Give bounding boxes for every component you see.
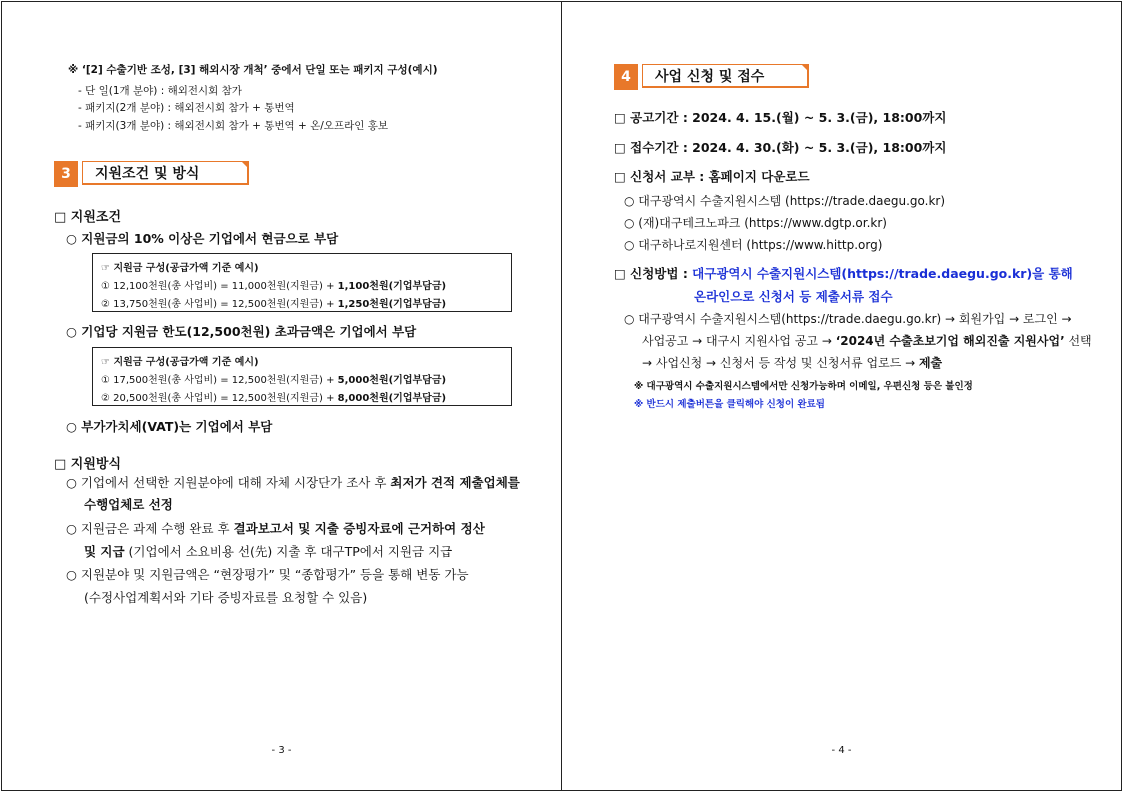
receipt-period: □ 접수기간 : 2024. 4. 30.(화) ~ 5. 3.(금), 18:00까지 [614, 140, 947, 155]
condition-item: ○ 지원금의 10% 이상은 기업에서 현금으로 부담 [66, 231, 339, 246]
method-item-cont: 수행업체로 선정 [84, 497, 173, 512]
box-line: ① 17,500천원(총 사업비) = 12,500천원(지원금) + 5,000천원(기업부담금) [101, 375, 447, 386]
method-item: ○ 지원금은 과제 수행 완료 후 결과보고서 및 지출 증빙자료에 근거하여 정산 [66, 521, 485, 536]
support-method-title: □ 지원방식 [54, 457, 122, 472]
method-item-cont: 및 지급 (기업에서 소요비용 선(先) 지출 후 대구TP에서 지원금 지급 [84, 544, 453, 559]
note-only-online: ※ 대구광역시 수출지원시스템에서만 신청가능하며 이메일, 우편신청 등은 불인정 [634, 381, 973, 392]
box-title: ☞ 지원금 구성(공급가액 기준 예시) [101, 263, 259, 274]
form-distribution-title: □ 신청서 교부 : 홈페이지 다운로드 [614, 169, 810, 184]
application-steps-cont: 사업공고 → 대구시 지원사업 공고 → ‘2024년 수출초보기업 해외진출 지원사업’ 선택 [642, 334, 1092, 348]
application-steps: ○ 대구광역시 수출지원시스템(https://trade.daegu.go.kr) → 회원가입 → 로그인 → [624, 312, 1072, 326]
section-3-heading [54, 161, 254, 187]
method-item-cont: (수정사업계획서와 기타 증빙자료를 요청할 수 있음) [84, 590, 368, 605]
download-site: ○ 대구광역시 수출지원시스템 (https://trade.daegu.go.kr) [624, 194, 946, 208]
support-conditions-title: □ 지원조건 [54, 210, 122, 225]
method-item: ○ 기업에서 선택한 지원분야에 대해 자체 시장단가 조사 후 최저가 견적 제출업체를 [66, 475, 520, 490]
page-number: - 4 - [831, 745, 852, 756]
box-line: ② 13,750천원(총 사업비) = 12,500천원(지원금) + 1,250천원(기업부담금) [101, 299, 447, 310]
package-note-line: - 패키지(3개 분야) : 해외전시회 참가 + 통번역 + 온/오프라인 홍보 [78, 120, 388, 132]
download-site: ○ (재)대구테크노파크 (https://www.dgtp.or.kr) [624, 216, 887, 230]
application-steps-cont: → 사업신청 → 신청서 등 작성 및 신청서류 업로드 → 제출 [642, 356, 943, 370]
box-line: ② 20,500천원(총 사업비) = 12,500천원(지원금) + 8,000천원(기업부담금) [101, 393, 447, 404]
application-method: □ 신청방법 : 대구광역시 수출지원시스템(https://trade.daegu.go.kr)을 통해 [614, 266, 1073, 281]
method-item: ○ 지원분야 및 지원금액은 “현장평가” 및 “종합평가” 등을 통해 변동 가능 [66, 567, 469, 582]
package-note-line: - 단 일(1개 분야) : 해외전시회 참가 [78, 85, 242, 97]
section-title: 사업 신청 및 접수 [642, 64, 809, 88]
condition-item: ○ 기업당 지원금 한도(12,500천원) 초과금액은 기업에서 부담 [66, 324, 417, 339]
note-submit-button: ※ 반드시 제출버튼을 클릭해야 신청이 완료됨 [634, 399, 825, 410]
section-number: 3 [54, 161, 78, 187]
box-line: ① 12,100천원(총 사업비) = 11,000천원(지원금) + 1,100천원(기업부담금) [101, 281, 447, 292]
page-number: - 3 - [271, 745, 292, 756]
page-3 [1, 1, 562, 791]
package-note-line: - 패키지(2개 분야) : 해외전시회 참가 + 통번역 [78, 102, 295, 114]
example-box-2 [92, 347, 512, 406]
section-title: 지원조건 및 방식 [82, 161, 249, 185]
condition-item: ○ 부가가치세(VAT)는 기업에서 부담 [66, 419, 273, 434]
notice-period: □ 공고기간 : 2024. 4. 15.(월) ~ 5. 3.(금), 18:00까지 [614, 110, 947, 125]
section-4-heading [614, 64, 814, 90]
section-number: 4 [614, 64, 638, 90]
download-site: ○ 대구하나로지원센터 (https://www.hittp.org) [624, 238, 883, 252]
example-box-1 [92, 253, 512, 312]
package-note-header: ※ ‘[2] 수출기반 조성, [3] 해외시장 개척’ 중에서 단일 또는 패키지 구성(예시) [68, 64, 438, 76]
application-method-cont: 온라인으로 신청서 등 제출서류 접수 [694, 289, 893, 304]
box-title: ☞ 지원금 구성(공급가액 기준 예시) [101, 357, 259, 368]
page-4 [561, 1, 1122, 791]
